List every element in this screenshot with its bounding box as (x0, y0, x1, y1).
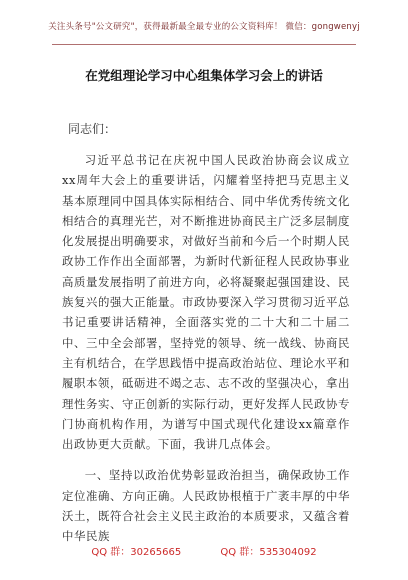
header-divider (52, 44, 356, 45)
qq-group-2: QQ 群：535304092 (220, 547, 317, 558)
footer-contact (0, 543, 408, 558)
qq-group-1: QQ 群：30265665 (91, 547, 182, 558)
paragraph: 一、坚持以政治优势彰显政治担当，确保政协工作定位准确、方向正确。人民政协根植于广袤丰厚的中华沃土，既符合社会主义民主政治的本质要求，又蕴含着中华民族 (62, 468, 350, 544)
salutation: 同志们： (68, 122, 117, 136)
document-body (62, 150, 350, 558)
header-promo-note: 关注头条号"公文研究"，获得最新最全最专业的公文资料库！ 微信：gongwenyj (48, 22, 360, 32)
paragraph: 习近平总书记在庆祝中国人民政治协商会议成立xx周年大会上的重要讲话，闪耀着坚持把马克思主义基本原理同中国具体实际相结合、同中华优秀传统文化相结合的真理光芒，对不断推进协商民主广泛多层制度化发展提出明确要求，对做好当前和今后一个时期人民政协工作作出全面部署，为新时代新征程人民政协事业高质量发展指明了前进方向，必将凝聚起强国建设、民族复兴的强大正能量。市政协要深入学习贯彻习近平总书记重要讲话精神，全面落实党的二十大和二十届二中、三中全会部署，坚持党的领导、统一战线、协商民主有机结合，在学思践悟中提高政治站位、理论水平和履职本领，砥砺进不竭之志、志不改的坚强决心，拿出理性务实、守正创新的实际行动，更好发挥人民政协专门协商机构作用，为谱写中国式现代化建设xx篇章作出政协更大贡献。下面，我讲几点体会。 (62, 153, 350, 452)
document-title: 在党组理论学习中心组集体学习会上的讲话 (85, 68, 323, 83)
